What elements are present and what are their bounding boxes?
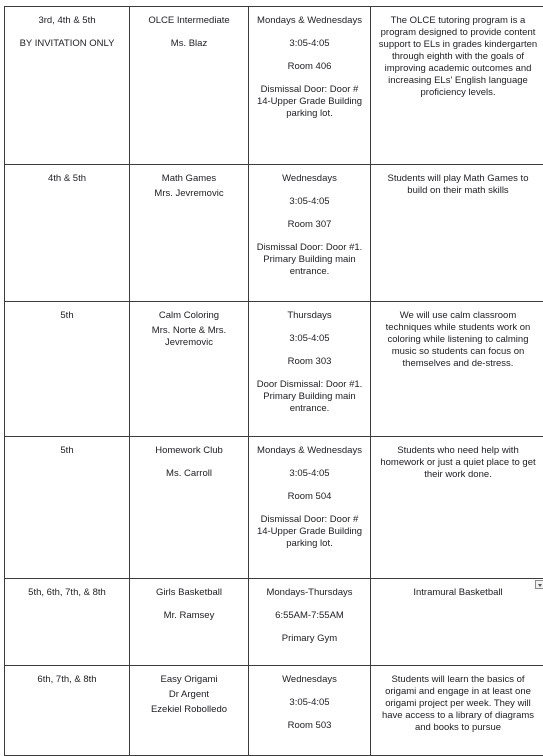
club-cell[interactable] xyxy=(130,666,249,756)
club-sponsor: Ms. Carroll xyxy=(166,468,212,479)
description-cell[interactable] xyxy=(371,302,543,437)
schedule-cell[interactable] xyxy=(249,437,371,579)
club-name: Girls Basketball xyxy=(156,587,222,598)
schedule-time: 3:05-4:05 xyxy=(289,468,330,479)
schedule-time: 6:55AM-7:55AM xyxy=(275,610,344,621)
schedule-room: Primary Gym xyxy=(281,633,338,644)
club-name: Easy Origami xyxy=(160,674,218,685)
schedule-days: Mondays & Wednesdays xyxy=(257,15,362,26)
grades-text: 5th, 6th, 7th, & 8th xyxy=(28,587,106,598)
schedule-room: Room 504 xyxy=(287,491,332,502)
schedule-cell[interactable] xyxy=(249,666,371,756)
club-cell[interactable] xyxy=(130,7,249,165)
grades-text: 3rd, 4th & 5th xyxy=(38,15,96,26)
grades-cell[interactable] xyxy=(5,165,130,302)
grades-note: BY INVITATION ONLY xyxy=(19,38,115,49)
grades-text: 6th, 7th, & 8th xyxy=(37,674,97,685)
schedule-time: 3:05-4:05 xyxy=(289,333,330,344)
club-cell[interactable] xyxy=(130,302,249,437)
chevron-down-icon[interactable] xyxy=(535,580,543,589)
club-sponsor: Dr Argent xyxy=(168,689,210,700)
club-name: Math Games xyxy=(161,173,217,184)
description-cell[interactable] xyxy=(371,165,543,302)
club-name: Homework Club xyxy=(155,445,223,456)
schedule-days: Thursdays xyxy=(287,310,332,321)
description-cell[interactable] xyxy=(371,437,543,579)
schedule-days: Mondays-Thursdays xyxy=(266,587,353,598)
schedule-days: Wednesdays xyxy=(282,674,337,685)
description-text: Students will play Math Games to build on their math skills xyxy=(387,173,529,196)
schedule-room: Room 503 xyxy=(287,720,332,731)
grades-text: 5th xyxy=(60,445,74,456)
club-cell[interactable] xyxy=(130,437,249,579)
table-row xyxy=(5,437,543,579)
schedule-dismissal: Dismissal Door: Door #1. Primary Building main entrance. xyxy=(256,242,363,277)
table-row xyxy=(5,302,543,437)
grades-cell[interactable] xyxy=(5,579,130,666)
schedule-cell[interactable] xyxy=(249,7,371,165)
schedule-days: Mondays & Wednesdays xyxy=(257,445,362,456)
club-sponsor: Mrs. Jevremovic xyxy=(154,188,224,199)
description-text: Students who need help with homework or just a quiet place to get their work done. xyxy=(380,445,536,480)
grades-cell[interactable] xyxy=(5,302,130,437)
club-cell[interactable] xyxy=(130,165,249,302)
grades-cell[interactable] xyxy=(5,666,130,756)
schedule-dismissal: Dismissal Door: Door # 14-Upper Grade Building parking lot. xyxy=(256,514,363,549)
description-text: Students will learn the basics of origami and engage in at least one origami project per week. They will have access to a library of diagrams and books to pursue xyxy=(381,674,535,733)
schedule-days: Wednesdays xyxy=(282,173,337,184)
schedule-dismissal: Door Dismissal: Door #1. Primary Building main entrance. xyxy=(256,379,363,414)
table-row xyxy=(5,7,543,165)
schedule-cell[interactable] xyxy=(249,165,371,302)
club-sponsor-2: Ezekiel Robolledo xyxy=(150,704,228,715)
grades-text: 4th & 5th xyxy=(47,173,87,184)
club-cell[interactable] xyxy=(130,579,249,666)
club-name: Calm Coloring xyxy=(158,310,220,321)
schedule-time: 3:05-4:05 xyxy=(289,38,330,49)
table-row xyxy=(5,165,543,302)
description-text: We will use calm classroom techniques while students work on coloring while listening to calming music so students can focus on themselves and de-stress. xyxy=(385,310,531,369)
schedule-room: Room 307 xyxy=(287,219,332,230)
grades-cell[interactable] xyxy=(5,437,130,579)
schedule-time: 3:05-4:05 xyxy=(289,697,330,708)
description-cell[interactable] xyxy=(371,579,543,666)
schedule-room: Room 303 xyxy=(287,356,332,367)
table-row xyxy=(5,666,543,756)
table-row xyxy=(5,579,543,666)
grades-text: 5th xyxy=(60,310,74,321)
club-sponsor: Mrs. Norte & Mrs. Jevremovic xyxy=(151,325,227,348)
schedule-time: 3:05-4:05 xyxy=(289,196,330,207)
club-sponsor: Mr. Ramsey xyxy=(163,610,215,621)
description-text: Intramural Basketball xyxy=(413,587,503,598)
description-cell[interactable] xyxy=(371,7,543,165)
description-cell[interactable] xyxy=(371,666,543,756)
description-text: The OLCE tutoring program is a program designed to provide content support to ELs in grades kindergarten through eighth with the goals of improving academic outcomes and increasing ELs' English language proficiency levels. xyxy=(378,15,538,98)
club-name: OLCE Intermediate xyxy=(148,15,230,26)
grades-cell[interactable] xyxy=(5,7,130,165)
club-sponsor: Ms. Blaz xyxy=(170,38,208,49)
schedule-cell[interactable] xyxy=(249,302,371,437)
schedule-cell[interactable] xyxy=(249,579,371,666)
schedule-room: Room 406 xyxy=(287,61,332,72)
schedule-dismissal: Dismissal Door: Door # 14-Upper Grade Building parking lot. xyxy=(256,84,363,119)
clubs-table xyxy=(4,6,543,756)
